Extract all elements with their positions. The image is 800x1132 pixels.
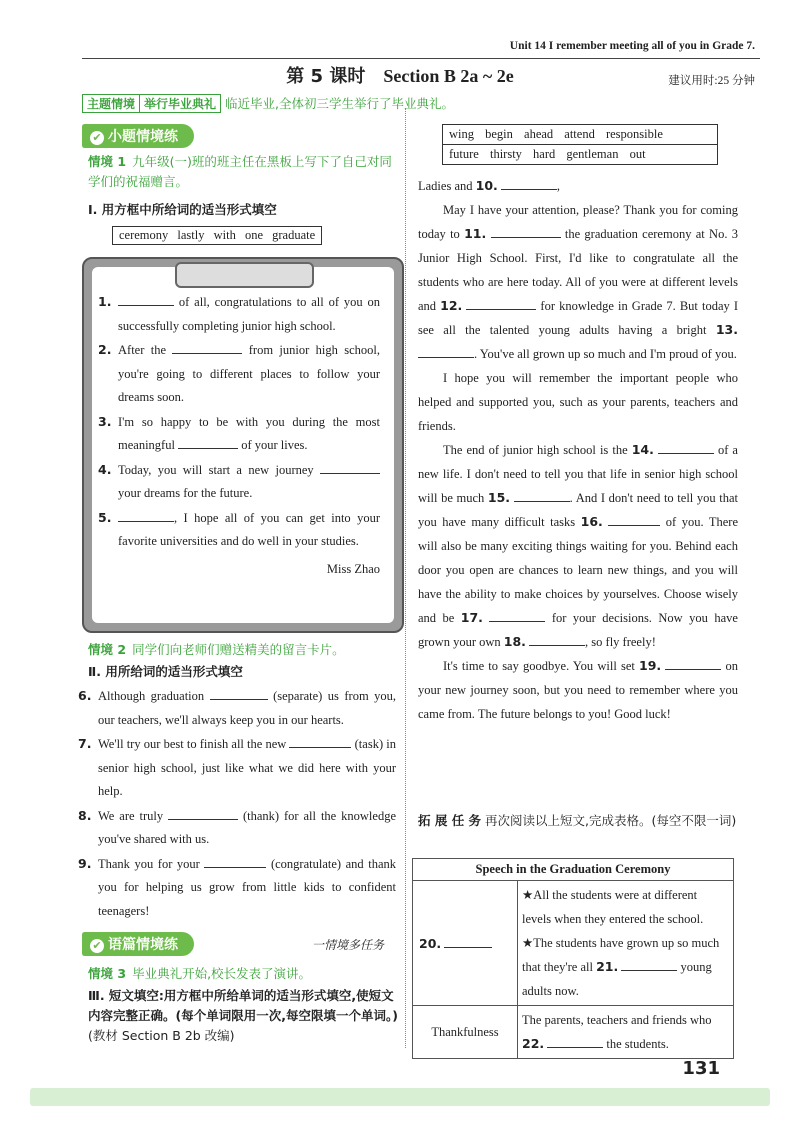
pill-label: 语篇情境练 bbox=[108, 937, 178, 953]
word-row-2: future thirsty hard gentleman out bbox=[449, 147, 646, 161]
answer-blank[interactable] bbox=[658, 441, 714, 454]
passage-paragraph-1: May I have your attention, please? Thank you for coming today to 11. the graduation ceremony at No. 3 Junior High School. First, I'd like to congratulate all the students who are here today. All of you were at different levels and 12. for knowledge in Grade 7. But today I see all the talented young adults having a bright 13. . You've all grown up so much and I'm proud of you. bbox=[418, 203, 738, 361]
scene-text: 同学们向老师们赠送精美的留言卡片。 bbox=[132, 642, 345, 657]
answer-blank[interactable] bbox=[118, 293, 174, 306]
scene-3 bbox=[88, 964, 311, 984]
word-row-1: wing begin ahead attend responsible bbox=[443, 125, 717, 145]
extend-text: 再次阅读以上短文,完成表格。(每空不限一词) bbox=[485, 813, 737, 828]
answer-blank[interactable] bbox=[501, 177, 557, 190]
check-icon: ✔ bbox=[90, 939, 104, 953]
answer-blank[interactable] bbox=[621, 958, 677, 971]
theme-tag-2: 举行毕业典礼 bbox=[140, 94, 221, 113]
scene-2 bbox=[88, 640, 345, 660]
answer-blank[interactable] bbox=[418, 345, 474, 358]
answer-blank[interactable] bbox=[118, 509, 174, 522]
answer-blank[interactable] bbox=[491, 225, 561, 238]
check-icon: ✔ bbox=[90, 131, 104, 145]
word-box-1: ceremony lastly with one graduate bbox=[112, 226, 322, 245]
scene-label: 情境 1 bbox=[88, 154, 127, 169]
question-5: 5. , I hope all of you can get into your favorite universities and do well in your studies. bbox=[98, 509, 380, 548]
instruction-3: Ⅲ. 短文填空:用方框中所给单词的适当形式填空,使短文内容完整正确。(每个单词限用一次,每空限填一个单词。)(教材 Section B 2b 改编) bbox=[88, 988, 398, 1043]
answer-blank[interactable] bbox=[665, 657, 721, 670]
answer-blank[interactable] bbox=[608, 513, 660, 526]
theme-text: 临近毕业,全体初三学生举行了毕业典礼。 bbox=[225, 96, 455, 111]
table-cell-thankfulness: Thankfulness bbox=[413, 1006, 518, 1059]
answer-blank[interactable] bbox=[168, 807, 238, 820]
lesson-label: 第 5 课时 bbox=[286, 66, 366, 87]
question-3: 3. I'm so happy to be with you during the most meaningful of your lives. bbox=[98, 413, 380, 452]
part1-pill bbox=[82, 124, 194, 148]
answer-blank[interactable] bbox=[444, 935, 492, 948]
question-4: 4. Today, you will start a new journey your dreams for the future. bbox=[118, 458, 380, 506]
passage bbox=[418, 174, 738, 726]
extend-task bbox=[418, 810, 738, 832]
scene-1 bbox=[88, 152, 400, 192]
speech-table bbox=[412, 858, 734, 1059]
answer-blank[interactable] bbox=[529, 633, 585, 646]
passage-paragraph-4: It's time to say goodbye. You will set 19. on your new journey soon, but you need to remember where you came from. The future belongs to you! Good luck! bbox=[418, 658, 739, 721]
unit-header: Unit 14 I remember meeting all of you in Grade 7. bbox=[509, 40, 755, 52]
footer-band bbox=[30, 1088, 770, 1106]
passage-paragraph-3: The end of junior high school is the 14. of a new life. I don't need to tell you that life in senior high school will be much 15. . And I don't need to tell you that you have many difficult tasks 16. of you. There will also be many exciting things waiting for you. Behind each door you open are chances to learn new things, and you will have the ability to make choices by yourselves. Choose wisely and be 17. for your decisions. Now you have grown your own 18. , so fly freely! bbox=[418, 442, 738, 649]
table-cell-20: 20. bbox=[413, 881, 518, 1006]
scene-text: 九年级(一)班的班主任在黑板上写下了自己对同学们的祝福赠言。 bbox=[88, 154, 392, 189]
answer-blank[interactable] bbox=[172, 341, 242, 354]
answer-blank[interactable] bbox=[320, 461, 380, 474]
table-cell-thanks: The parents, teachers and friends who 22. the students. bbox=[518, 1006, 734, 1059]
suggested-time: 建议用时:25 分钟 bbox=[668, 75, 755, 87]
answer-blank[interactable] bbox=[204, 855, 266, 868]
clipboard-clip bbox=[175, 262, 314, 288]
question-8: 8. We are truly (thank) for all the knowledge you've shared with us. bbox=[78, 807, 396, 846]
source-note: (教材 Section B 2b 改编) bbox=[88, 1028, 235, 1043]
answer-blank[interactable] bbox=[466, 297, 536, 310]
question-2: 2. After the from junior high school, you're going to different places to follow your dreams soon. bbox=[98, 342, 380, 404]
multi-task-note: 一情境多任务 bbox=[312, 938, 385, 952]
passage-greeting: Ladies and 10. , bbox=[418, 178, 561, 193]
header-rule bbox=[82, 58, 760, 59]
answer-blank[interactable] bbox=[178, 436, 238, 449]
board-items bbox=[98, 290, 380, 581]
instruction-1: Ⅰ. 用方框中所给词的适当形式填空 bbox=[88, 202, 277, 217]
theme-line bbox=[82, 94, 454, 113]
question-9: 9. Thank you for your (congratulate) and thank you for helping us grow from little kids to confident teenagers! bbox=[78, 855, 396, 918]
table-title: Speech in the Graduation Ceremony bbox=[413, 859, 734, 881]
answer-blank[interactable] bbox=[289, 735, 351, 748]
answer-blank[interactable] bbox=[210, 687, 268, 700]
point-2: ★The students have grown up so much that they're all 21. young adults now. bbox=[522, 936, 720, 998]
column-divider bbox=[405, 108, 406, 1048]
extend-label: 拓 展 任 务 bbox=[418, 813, 482, 828]
part3-pill bbox=[82, 932, 194, 956]
section-label: Section B 2a ~ 2e bbox=[383, 66, 514, 86]
question-1: 1. of all, congratulations to all of you on successfully completing junior high school. bbox=[98, 294, 380, 333]
answer-blank[interactable] bbox=[514, 489, 570, 502]
signature: Miss Zhao bbox=[326, 561, 380, 576]
answer-blank[interactable] bbox=[489, 609, 545, 622]
word-box-3 bbox=[442, 124, 718, 165]
table-cell-points bbox=[518, 881, 734, 1006]
instruction-2: Ⅱ. 用所给词的适当形式填空 bbox=[88, 664, 243, 679]
answer-blank[interactable] bbox=[547, 1035, 603, 1048]
theme-tag: 主题情境 bbox=[82, 94, 140, 113]
passage-paragraph-2: I hope you will remember the important people who helped and supported you, such as your parents, teachers and friends. bbox=[418, 371, 738, 433]
scene-text: 毕业典礼开始,校长发表了演讲。 bbox=[132, 966, 312, 981]
pill-label: 小题情境练 bbox=[108, 129, 178, 145]
scene-label: 情境 2 bbox=[88, 642, 127, 657]
point-1: ★All the students were at different levels when they entered the school. bbox=[522, 888, 704, 926]
page-number: 131 bbox=[682, 1058, 720, 1079]
question-7: 7. We'll try our best to finish all the new (task) in senior high school, just like what we did here with your help. bbox=[78, 736, 396, 798]
scene-label: 情境 3 bbox=[88, 966, 127, 981]
question-6: 6. Although graduation (separate) us from you, our teachers, we'll always keep you in our hearts. bbox=[78, 688, 396, 727]
part2-items bbox=[78, 684, 396, 923]
